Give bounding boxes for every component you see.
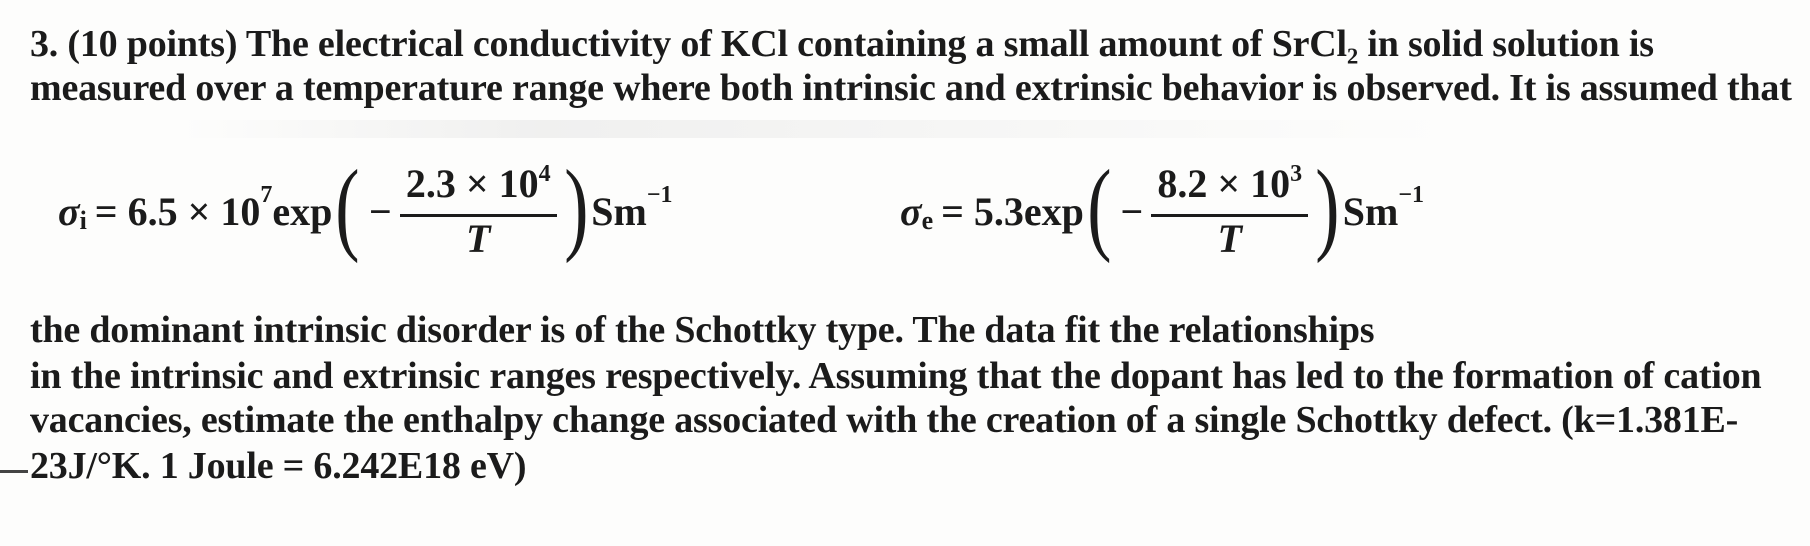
sigma-subscript: e [921, 206, 934, 235]
unit-exponent: −1 [1398, 181, 1425, 208]
fraction-numerator: $2.3 \times 10^4$ [400, 162, 557, 217]
problem-text-line-1: 3. (10 points) The electrical conductivity of KCl containing a small amount of SrCl₂ in solid solution is [30, 23, 1654, 65]
numerator-exponent: 4 [538, 160, 551, 187]
fraction [1151, 162, 1308, 261]
right-paren: ) [563, 149, 589, 264]
problem-text-line-2: measured over a temperature range where both intrinsic and extrinsic behavior is observed. It is assumed that [30, 67, 1792, 109]
left-paren: ( [1087, 149, 1112, 264]
problem-text-line-5: vacancies, estimate the enthalpy change associated with the creation of a single Schottky defect. (k=1.381E- [30, 399, 1739, 441]
sigma-symbol: σ [900, 188, 922, 234]
prefactor-exp: = 5.3exp [941, 188, 1084, 234]
minus-sign: − [369, 188, 392, 234]
extrinsic-conductivity-equation [900, 149, 1425, 266]
problem-text-line-3: the dominant intrinsic disorder is of the Schottky type. The data fit the relationships [30, 309, 1375, 351]
bleed-through-shadow [0, 120, 1810, 138]
minus-sign: − [1120, 188, 1144, 234]
numerator-exponent: 3 [1290, 160, 1303, 187]
intrinsic-conductivity-equation [58, 149, 673, 266]
unit-exponent: −1 [646, 181, 673, 208]
exp-function: exp [272, 188, 333, 234]
unit: Sm [591, 188, 647, 234]
fraction-numerator: $8.2 \times 10^3$ [1151, 162, 1308, 217]
sigma-subscript: i [79, 206, 87, 235]
fraction-denominator: T [466, 215, 491, 261]
fraction [400, 162, 557, 261]
fraction-denominator: T [1217, 215, 1242, 261]
margin-mark [0, 470, 28, 473]
problem-text-line-4: in the intrinsic and extrinsic ranges respectively. Assuming that the dopant has led to the formation of cation [30, 355, 1762, 397]
unit: Sm [1342, 188, 1399, 234]
prefactor: = 6.5 × 10 [94, 188, 261, 234]
sigma-symbol: σ [58, 188, 80, 234]
prefactor-exponent: 7 [260, 181, 273, 208]
left-paren: ( [335, 149, 360, 264]
right-paren: ) [1315, 149, 1340, 264]
problem-text-line-6: 23J/°K. 1 Joule = 6.242E18 eV) [30, 445, 527, 487]
